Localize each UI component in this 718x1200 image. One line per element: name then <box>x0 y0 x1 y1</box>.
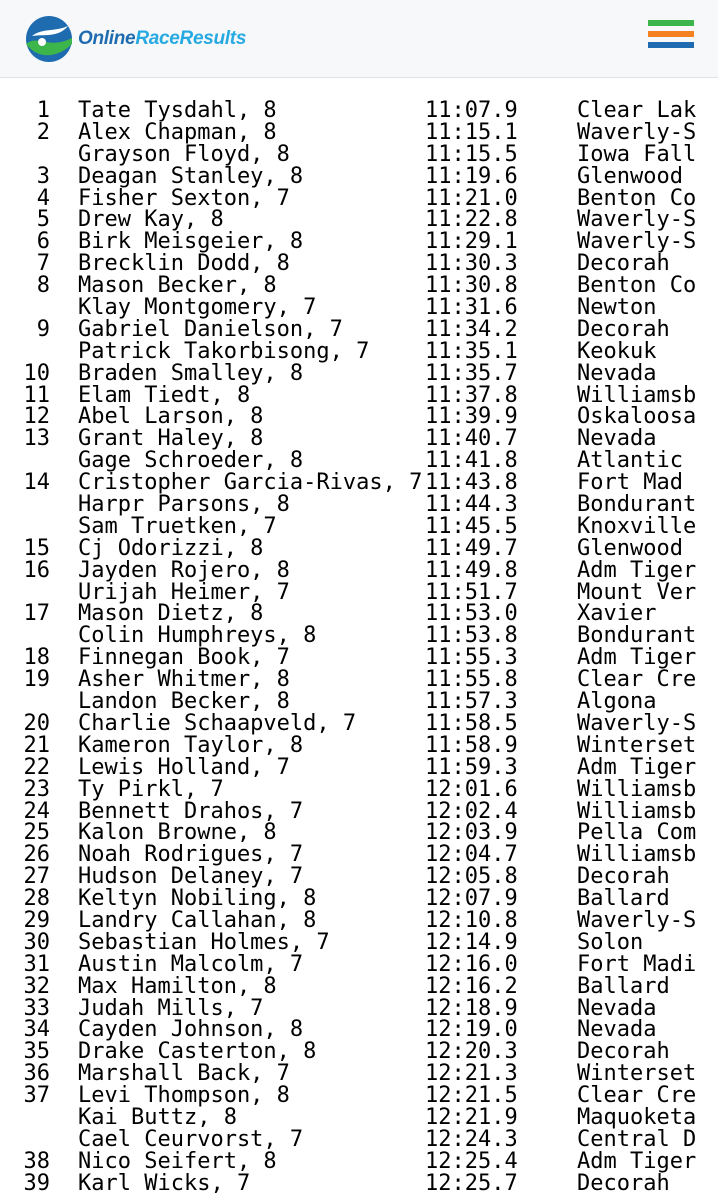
result-place: 22 <box>23 754 50 780</box>
team-name: Williamsb <box>577 776 697 802</box>
team-name: Adm Tiger <box>577 1148 697 1174</box>
result-place: 5 <box>36 207 50 233</box>
result-row <box>0 866 718 888</box>
runner-name: Kai Buttz, 8 <box>78 1104 237 1130</box>
runner-name: Gage Schroeder, 8 <box>78 448 304 474</box>
result-row <box>0 647 718 669</box>
runner-name: Cayden Johnson, 8 <box>78 1017 304 1043</box>
result-place: 20 <box>23 710 50 736</box>
result-place: 21 <box>23 732 50 758</box>
finish-time: 12:21.9 <box>425 1104 518 1130</box>
result-row <box>0 275 718 297</box>
result-row <box>0 929 718 955</box>
runner-name: Sam Truetken, 7 <box>78 513 277 539</box>
result-place: 18 <box>23 645 50 671</box>
site-logo[interactable] <box>24 14 246 64</box>
team-name: Benton Co <box>577 273 697 299</box>
result-place: 39 <box>23 1170 50 1196</box>
finish-time: 12:01.6 <box>425 776 518 802</box>
result-row <box>0 732 718 758</box>
result-row <box>0 822 718 844</box>
finish-time: 12:05.8 <box>425 864 518 890</box>
result-row <box>0 995 718 1021</box>
runner-name: Colin Humphreys, 8 <box>78 623 317 649</box>
result-place: 25 <box>23 820 50 846</box>
finish-time: 11:55.8 <box>425 667 518 693</box>
finish-time: 11:15.5 <box>425 141 518 167</box>
team-name: Decorah <box>577 316 670 342</box>
team-name: Nevada <box>577 360 657 386</box>
team-name: Knoxville <box>577 513 697 539</box>
result-row <box>0 209 718 231</box>
logo-text-main: Online <box>78 28 136 49</box>
finish-time: 11:43.8 <box>425 470 518 496</box>
team-name: Mount Ver <box>577 579 697 605</box>
finish-time: 12:18.9 <box>425 995 518 1021</box>
runner-name: Patrick Takorbisong, 7 <box>78 338 370 364</box>
team-name: Atlantic <box>577 448 683 474</box>
finish-time: 11:49.8 <box>425 557 518 583</box>
result-place: 24 <box>23 798 50 824</box>
team-name: Decorah <box>577 1170 670 1196</box>
finish-time: 12:19.0 <box>425 1017 518 1043</box>
team-name: Adm Tiger <box>577 754 697 780</box>
team-name: Adm Tiger <box>577 557 697 583</box>
result-row <box>0 297 718 319</box>
runner-name: Karl Wicks, 7 <box>78 1170 251 1196</box>
result-place: 26 <box>23 842 50 868</box>
finish-time: 11:45.5 <box>425 513 518 539</box>
finish-time: 12:14.9 <box>425 929 518 955</box>
result-row <box>0 844 718 866</box>
runner-name: Urijah Heimer, 7 <box>78 579 290 605</box>
finish-time: 11:19.6 <box>425 163 518 189</box>
team-name: Solon <box>577 929 644 955</box>
runner-name: Drake Casterton, 8 <box>78 1039 317 1065</box>
result-place: 17 <box>23 601 50 627</box>
runner-name: Finnegan Book, 7 <box>78 645 290 671</box>
runner-name: Levi Thompson, 8 <box>78 1083 290 1109</box>
runner-name: Judah Mills, 7 <box>78 995 264 1021</box>
team-name: Waverly-S <box>577 119 697 145</box>
finish-time: 11:49.7 <box>425 535 518 561</box>
finish-time: 12:10.8 <box>425 907 518 933</box>
finish-time: 11:44.3 <box>425 492 518 518</box>
team-name: Oskaloosa <box>577 404 697 430</box>
result-row <box>0 450 718 472</box>
menu-bar-blue <box>648 42 694 48</box>
team-name: Clear Cre <box>577 1083 697 1109</box>
result-place: 2 <box>36 119 50 145</box>
runner-name: Landon Becker, 8 <box>78 689 290 715</box>
result-row <box>0 691 718 713</box>
result-place: 13 <box>23 426 50 452</box>
runner-name: Marshall Back, 7 <box>78 1061 290 1087</box>
runner-name: Alex Chapman, 8 <box>78 119 277 145</box>
team-name: Clear Cre <box>577 667 697 693</box>
runner-name: Charlie Schaapveld, 7 <box>78 710 357 736</box>
team-name: Waverly-S <box>577 907 697 933</box>
team-name: Williamsb <box>577 798 697 824</box>
result-place: 27 <box>23 864 50 890</box>
result-row <box>0 316 718 342</box>
finish-time: 11:57.3 <box>425 689 518 715</box>
result-row <box>0 1041 718 1063</box>
team-name: Decorah <box>577 1039 670 1065</box>
finish-time: 12:20.3 <box>425 1039 518 1065</box>
finish-time: 12:16.2 <box>425 973 518 999</box>
runner-name: Jayden Rojero, 8 <box>78 557 290 583</box>
team-name: Decorah <box>577 864 670 890</box>
result-place: 16 <box>23 557 50 583</box>
finish-time: 11:59.3 <box>425 754 518 780</box>
finish-time: 11:37.8 <box>425 382 518 408</box>
finish-time: 11:51.7 <box>425 579 518 605</box>
runner-name: Cj Odorizzi, 8 <box>78 535 264 561</box>
finish-time: 11:30.8 <box>425 273 518 299</box>
finish-time: 11:58.5 <box>425 710 518 736</box>
team-name: Nevada <box>577 1017 657 1043</box>
runner-name: Cristopher Garcia-Rivas, 7 <box>78 470 423 496</box>
result-place: 32 <box>23 973 50 999</box>
logo-text-accent: RaceResults <box>135 28 247 49</box>
result-row <box>0 360 718 386</box>
result-row <box>0 951 718 977</box>
team-name: Central D <box>577 1126 697 1152</box>
result-place: 14 <box>23 470 50 496</box>
runner-name: Braden Smalley, 8 <box>78 360 304 386</box>
team-name: Iowa Fall <box>577 141 697 167</box>
team-name: Benton Co <box>577 185 697 211</box>
finish-time: 11:55.3 <box>425 645 518 671</box>
team-name: Winterset <box>577 732 697 758</box>
finish-time: 12:07.9 <box>425 886 518 912</box>
result-place: 11 <box>23 382 50 408</box>
team-name: Maquoketa <box>577 1104 697 1130</box>
team-name: Ballard <box>577 886 670 912</box>
team-name: Xavier <box>577 601 657 627</box>
result-row <box>0 428 718 450</box>
result-place: 4 <box>36 185 50 211</box>
team-name: Ballard <box>577 973 670 999</box>
result-row <box>0 776 718 802</box>
result-row <box>0 888 718 910</box>
menu-bar-green <box>648 20 694 26</box>
result-row <box>0 754 718 780</box>
runner-name: Deagan Stanley, 8 <box>78 163 304 189</box>
runner-name: Drew Kay, 8 <box>78 207 224 233</box>
team-name: Williamsb <box>577 382 697 408</box>
finish-time: 11:41.8 <box>425 448 518 474</box>
result-place: 19 <box>23 667 50 693</box>
result-row <box>0 579 718 605</box>
runner-name: Brecklin Dodd, 8 <box>78 251 290 277</box>
result-row <box>0 557 718 583</box>
result-place: 38 <box>23 1148 50 1174</box>
team-name: Bondurant <box>577 492 697 518</box>
finish-time: 12:25.7 <box>425 1170 518 1196</box>
result-row <box>0 185 718 211</box>
finish-time: 12:03.9 <box>425 820 518 846</box>
hamburger-menu-icon[interactable] <box>648 20 694 58</box>
runner-name: Abel Larson, 8 <box>78 404 264 430</box>
result-row <box>0 338 718 364</box>
result-row <box>0 494 718 516</box>
finish-time: 12:21.5 <box>425 1083 518 1109</box>
team-name: Winterset <box>577 1061 697 1087</box>
runner-name: Landry Callahan, 8 <box>78 907 317 933</box>
finish-time: 11:30.3 <box>425 251 518 277</box>
result-place: 33 <box>23 995 50 1021</box>
result-row <box>0 798 718 824</box>
runner-name: Ty Pirkl, 7 <box>78 776 224 802</box>
result-row <box>0 1104 718 1130</box>
finish-time: 12:21.3 <box>425 1061 518 1087</box>
finish-time: 11:35.1 <box>425 338 518 364</box>
result-row <box>0 1063 718 1085</box>
runner-name: Klay Montgomery, 7 <box>78 295 317 321</box>
runner-name: Gabriel Danielson, 7 <box>78 316 343 342</box>
result-place: 9 <box>36 316 50 342</box>
runner-name: Max Hamilton, 8 <box>78 973 277 999</box>
finish-time: 11:29.1 <box>425 229 518 255</box>
result-place: 15 <box>23 535 50 561</box>
team-name: Newton <box>577 295 657 321</box>
team-name: Pella Com <box>577 820 697 846</box>
runner-name: Bennett Drahos, 7 <box>78 798 304 824</box>
result-place: 35 <box>23 1039 50 1065</box>
results-list <box>0 100 718 1200</box>
finish-time: 12:25.4 <box>425 1148 518 1174</box>
result-row <box>0 973 718 999</box>
result-row <box>0 382 718 408</box>
runner-name: Keltyn Nobiling, 8 <box>78 886 317 912</box>
result-place: 10 <box>23 360 50 386</box>
runner-name: Nico Seifert, 8 <box>78 1148 277 1174</box>
finish-time: 11:31.6 <box>425 295 518 321</box>
result-place: 37 <box>23 1083 50 1109</box>
result-row <box>0 119 718 145</box>
result-row <box>0 472 718 494</box>
team-name: Nevada <box>577 426 657 452</box>
finish-time: 12:24.3 <box>425 1126 518 1152</box>
runner-name: Elam Tiedt, 8 <box>78 382 251 408</box>
team-name: Clear Lak <box>577 100 697 123</box>
team-name: Waverly-S <box>577 229 697 255</box>
finish-time: 11:53.0 <box>425 601 518 627</box>
result-place: 29 <box>23 907 50 933</box>
menu-bar-orange <box>648 31 694 37</box>
team-name: Fort Mad <box>577 470 683 496</box>
result-row <box>0 603 718 625</box>
result-row <box>0 535 718 561</box>
site-header <box>0 0 718 78</box>
team-name: Bondurant <box>577 623 697 649</box>
runner-name: Tate Tysdahl, 8 <box>78 100 277 123</box>
result-row <box>0 163 718 189</box>
runner-name: Birk Meisgeier, 8 <box>78 229 304 255</box>
runner-name: Sebastian Holmes, 7 <box>78 929 330 955</box>
finish-time: 11:53.8 <box>425 623 518 649</box>
result-row <box>0 1085 718 1107</box>
result-row <box>0 253 718 275</box>
result-place: 3 <box>36 163 50 189</box>
team-name: Williamsb <box>577 842 697 868</box>
result-row <box>0 141 718 167</box>
result-place: 6 <box>36 229 50 255</box>
result-row <box>0 710 718 736</box>
runner-name: Kalon Browne, 8 <box>78 820 277 846</box>
team-name: Glenwood <box>577 535 683 561</box>
result-place: 34 <box>23 1017 50 1043</box>
team-name: Algona <box>577 689 657 715</box>
result-row <box>0 907 718 933</box>
runner-name: Grayson Floyd, 8 <box>78 141 290 167</box>
result-place: 12 <box>23 404 50 430</box>
result-row <box>0 625 718 647</box>
result-row <box>0 513 718 539</box>
finish-time: 11:34.2 <box>425 316 518 342</box>
finish-time: 12:16.0 <box>425 951 518 977</box>
result-row <box>0 1148 718 1174</box>
runner-name: Hudson Delaney, 7 <box>78 864 304 890</box>
team-name: Adm Tiger <box>577 645 697 671</box>
result-place: 28 <box>23 886 50 912</box>
finish-time: 11:58.9 <box>425 732 518 758</box>
result-row <box>0 669 718 691</box>
result-row <box>0 1126 718 1152</box>
runner-name: Lewis Holland, 7 <box>78 754 290 780</box>
finish-time: 12:02.4 <box>425 798 518 824</box>
team-name: Nevada <box>577 995 657 1021</box>
result-place: 1 <box>36 100 50 123</box>
result-row <box>0 406 718 428</box>
result-place: 30 <box>23 929 50 955</box>
finish-time: 11:39.9 <box>425 404 518 430</box>
team-name: Decorah <box>577 251 670 277</box>
runner-name: Asher Whitmer, 8 <box>78 667 290 693</box>
result-row <box>0 100 718 122</box>
finish-time: 11:07.9 <box>425 100 518 123</box>
finish-time: 11:15.1 <box>425 119 518 145</box>
result-place: 23 <box>23 776 50 802</box>
finish-time: 11:21.0 <box>425 185 518 211</box>
result-row <box>0 231 718 253</box>
team-name: Glenwood <box>577 163 683 189</box>
team-name: Waverly-S <box>577 710 697 736</box>
finish-time: 12:04.7 <box>425 842 518 868</box>
runner-logo-icon <box>24 14 74 64</box>
runner-name: Noah Rodrigues, 7 <box>78 842 304 868</box>
finish-time: 11:40.7 <box>425 426 518 452</box>
runner-name: Mason Becker, 8 <box>78 273 277 299</box>
result-place: 7 <box>36 251 50 277</box>
team-name: Waverly-S <box>577 207 697 233</box>
result-row <box>0 1170 718 1196</box>
runner-name: Kameron Taylor, 8 <box>78 732 304 758</box>
result-place: 31 <box>23 951 50 977</box>
runner-name: Cael Ceurvorst, 7 <box>78 1126 304 1152</box>
runner-name: Fisher Sexton, 7 <box>78 185 290 211</box>
runner-name: Mason Dietz, 8 <box>78 601 264 627</box>
runner-name: Grant Haley, 8 <box>78 426 264 452</box>
finish-time: 11:35.7 <box>425 360 518 386</box>
result-place: 8 <box>36 273 50 299</box>
team-name: Fort Madi <box>577 951 697 977</box>
runner-name: Austin Malcolm, 7 <box>78 951 304 977</box>
team-name: Keokuk <box>577 338 657 364</box>
result-row <box>0 1019 718 1041</box>
result-place: 36 <box>23 1061 50 1087</box>
logo-text <box>78 28 246 50</box>
finish-time: 11:22.8 <box>425 207 518 233</box>
runner-name: Harpr Parsons, 8 <box>78 492 290 518</box>
